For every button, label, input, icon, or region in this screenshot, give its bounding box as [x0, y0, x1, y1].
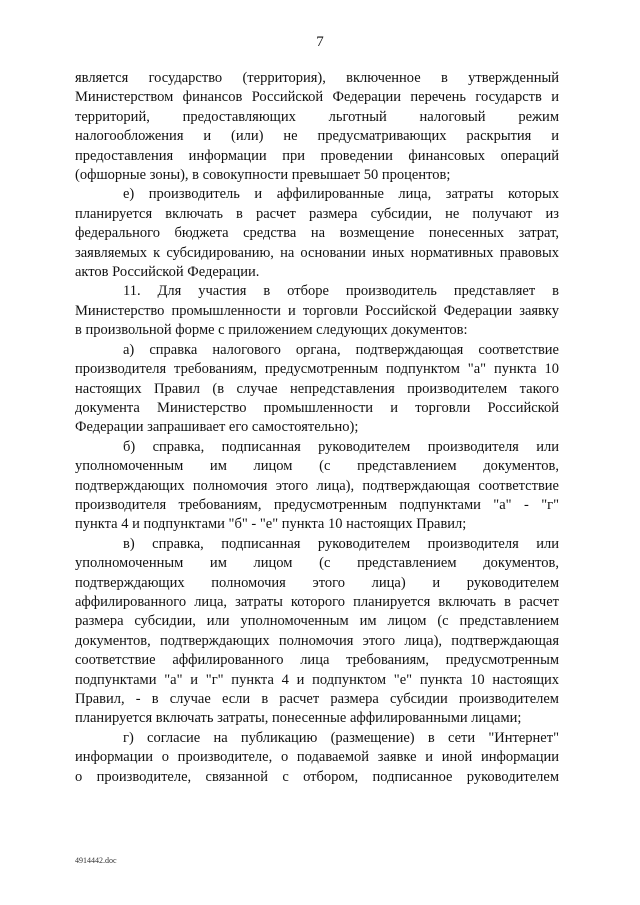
text-line: 11. Для участия в отборе производитель представляет в: [123, 283, 559, 300]
paragraph-item-e: [75, 185, 559, 282]
paragraph-item-11: [75, 282, 559, 340]
text-line: подпунктами "а" и "г" пункта 4 и подпунктом "е" пункта 10 настоящих: [75, 671, 559, 688]
text-line: б) справка, подписанная руководителем производителя или: [123, 438, 559, 455]
text-line: актов Российской Федерации.: [75, 264, 260, 281]
paragraph-continuation: [75, 69, 559, 185]
text-line: производителя требованиям, предусмотренным подпунктами "а" - "г": [75, 496, 559, 513]
text-line: в произвольной форме с приложением следующих документов:: [75, 322, 468, 339]
text-line: налогообложения и (или) не предусматривающих раскрытия и: [75, 128, 559, 145]
text-line: подтверждающих полномочия этого лица), подтверждающая соответствие: [75, 477, 559, 494]
text-line: территорий, предоставляющих льготный налоговый режим: [75, 108, 559, 125]
text-line: подтверждающих полномочия этого лица) и руководителем: [75, 574, 559, 591]
text-line: о производителе, связанной с отбором, подписанное руководителем: [75, 768, 559, 785]
text-line: планируется включать затраты, понесенные аффилированными лицами;: [75, 710, 522, 727]
text-line: размера субсидии, или уполномоченным им лицом (с представлением: [75, 613, 559, 630]
text-line: г) согласие на публикацию (размещение) в сети "Интернет": [123, 729, 559, 746]
paragraph-item-b: [75, 438, 559, 535]
text-line: является государство (территория), включенное в утвержденный: [75, 70, 559, 86]
text-line: производителя требованиям, предусмотренным подпунктом "а" пункта 10: [75, 361, 559, 378]
text-line: планируется включать в расчет размера субсидии, не получают из: [75, 205, 559, 222]
text-line: е) производитель и аффилированные лица, затраты которых: [123, 186, 559, 203]
text-line: соответствие аффилированного лица требованиям, предусмотренным: [75, 652, 559, 669]
text-line: документа Министерство промышленности и торговли Российской: [75, 399, 559, 416]
text-line: в) справка, подписанная руководителем производителя или: [123, 535, 559, 552]
text-line: Министерством финансов Российской Федерации перечень государств и: [75, 89, 559, 106]
text-line: а) справка налогового органа, подтверждающая соответствие: [123, 341, 559, 358]
text-line: Правил, - в случае если в расчет размера субсидии производителем: [75, 691, 559, 707]
text-line: настоящих Правил (в случае непредставления производителем такого: [75, 380, 559, 397]
text-line: федерального бюджета средства на возмещение понесенных затрат,: [75, 225, 559, 242]
document-file-id: 4914442.doc: [75, 856, 117, 865]
paragraph-item-v: [75, 535, 559, 729]
paragraph-item-g: [75, 729, 559, 787]
text-line: (офшорные зоны), в совокупности превышает 50 процентов;: [75, 167, 451, 184]
text-line: Министерство промышленности и торговли Российской Федерации заявку: [75, 302, 559, 319]
text-line: уполномоченным им лицом (с представлением документов,: [75, 458, 559, 475]
text-line: предоставления информации при проведении финансовых операций: [75, 147, 559, 164]
text-line: информации о производителе, о подаваемой заявке и иной информации: [75, 749, 559, 766]
text-line: документов, подтверждающих полномочия этого лица), подтверждающая: [75, 632, 559, 649]
text-line: заявляемых к субсидированию, на основании иных нормативных правовых: [75, 244, 559, 261]
document-body: [75, 69, 559, 787]
text-line: аффилированного лица, затраты которого планируется включать в расчет: [75, 593, 559, 610]
page-number: 7: [316, 34, 324, 50]
paragraph-item-a: [75, 341, 559, 438]
text-line: уполномоченным им лицом (с представлением документов,: [75, 555, 559, 572]
text-line: Федерации запрашивает его самостоятельно);: [75, 419, 359, 436]
text-line: пункта 4 и подпунктами "б" - "е" пункта 10 настоящих Правил;: [75, 516, 467, 533]
